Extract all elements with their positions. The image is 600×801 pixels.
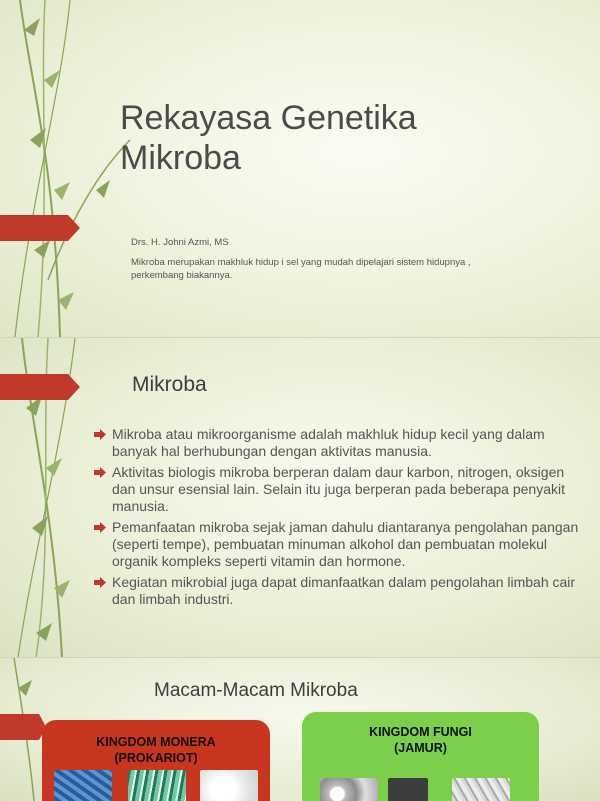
arrow-bullet-icon xyxy=(94,429,106,440)
red-arrow-tab xyxy=(0,374,80,400)
bacteria-image xyxy=(128,770,186,801)
title-slide xyxy=(0,0,600,337)
list-item: Mikroba atau mikroorganisme adalah makhluk hidup kecil yang dalam banyak hal berhubungan dengan aktivitas manusia. xyxy=(94,426,584,460)
macam-mikroba-slide xyxy=(0,657,600,801)
red-arrow-tab xyxy=(0,215,80,241)
arrow-bullet-icon xyxy=(94,577,106,588)
fungi-image xyxy=(388,778,428,801)
list-item: Kegiatan mikrobial juga dapat dimanfaatkan dalam pengolahan limbah cair dan limbah industri. xyxy=(94,574,584,608)
card-title: KINGDOM MONERA (PROKARIOT) xyxy=(96,735,216,765)
mold-image xyxy=(452,778,510,801)
arrow-bullet-icon xyxy=(94,522,106,533)
section-heading: Macam-Macam Mikroba xyxy=(154,680,358,701)
vine-decoration-icon xyxy=(0,0,140,337)
slide-description: Mikroba merupakan makhluk hidup i sel yang mudah dipelajari sistem hidupnya , perkembang biakannya. xyxy=(131,257,471,281)
list-item: Pemanfaatan mikroba sejak jaman dahulu diantaranya pengolahan pangan (seperti tempe), pembuatan minuman alkohol dan pembuatan molekul organik kompleks seperti vitamin dan hormone. xyxy=(94,519,584,570)
list-item: Aktivitas biologis mikroba berperan dalam daur karbon, nitrogen, oksigen dan unsur esensial lain. Selain itu juga berperan pada beberapa penyakit manusia. xyxy=(94,464,584,515)
bullet-list xyxy=(94,426,584,612)
card-title: KINGDOM FUNGI (JAMUR) xyxy=(369,725,472,755)
author-name: Drs. H. Johni Azmi, MS xyxy=(131,237,229,248)
title-line-2: Mikroba xyxy=(120,139,241,177)
bacteria-image xyxy=(54,770,112,801)
mikroba-slide xyxy=(0,337,600,658)
section-heading: Mikroba xyxy=(132,373,207,396)
yeast-image xyxy=(320,778,378,801)
red-arrow-tab xyxy=(0,714,46,740)
slide-title xyxy=(120,98,417,178)
title-line-1: Rekayasa Genetika xyxy=(120,99,417,137)
bacteria-image xyxy=(200,770,258,801)
arrow-bullet-icon xyxy=(94,467,106,478)
kingdom-fungi-card xyxy=(302,712,539,801)
kingdom-monera-card xyxy=(42,720,270,801)
